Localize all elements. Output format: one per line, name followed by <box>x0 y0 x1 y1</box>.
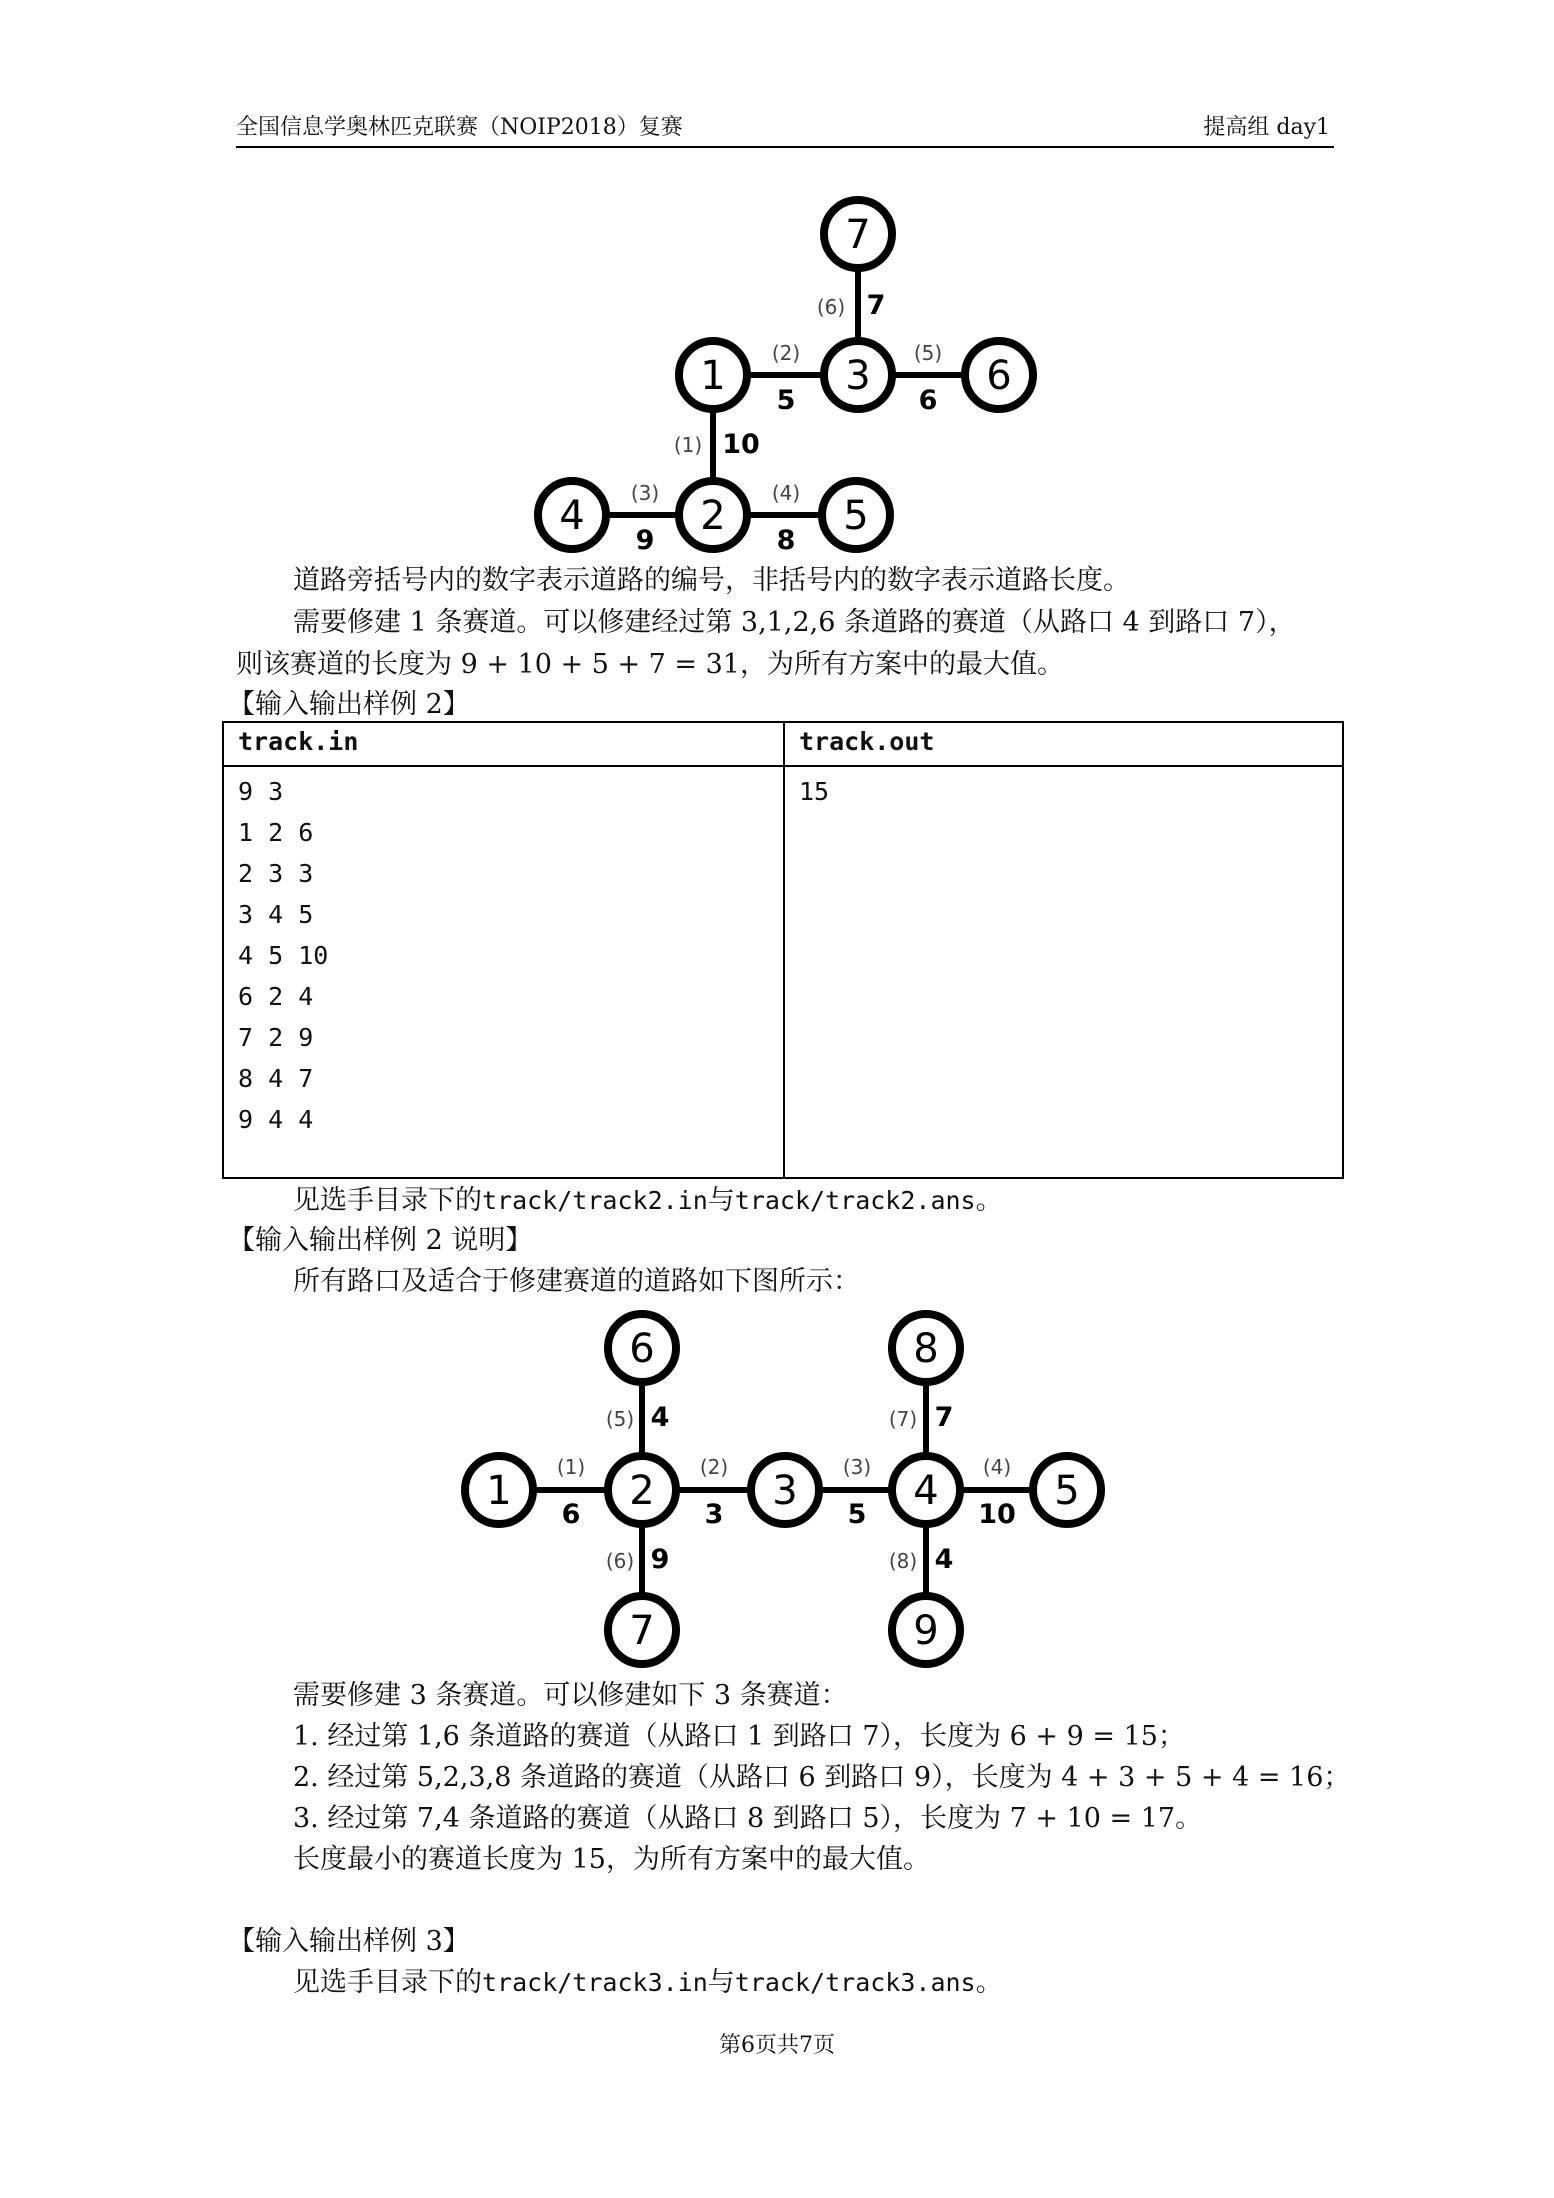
paragraph: 道路旁括号内的数字表示道路的编号，非括号内的数字表示道路长度。 <box>293 565 1130 596</box>
paragraph: 需要修建 3 条赛道。可以修建如下 3 条赛道： <box>293 1680 848 1711</box>
node-label: 4 <box>913 1468 939 1514</box>
list-item: 1. 经过第 1,6 条道路的赛道（从路口 1 到路口 7），长度为 6 + 9 = 15； <box>293 1721 1185 1752</box>
file-note: 见选手目录下的track/track3.in与track/track3.ans。 <box>293 1967 1003 1998</box>
input-cell <box>223 766 784 1178</box>
node-label: 2 <box>700 493 726 539</box>
io-table <box>222 721 1344 1179</box>
edge-id: (6) <box>816 295 846 319</box>
edge-length: 7 <box>866 290 886 321</box>
svg-text:(7): (7) <box>888 1407 918 1431</box>
svg-text:4: 4 <box>934 1544 954 1575</box>
node-label: 1 <box>700 353 726 399</box>
input-header: track.in <box>223 722 784 766</box>
input-line: 3 4 5 <box>238 900 314 929</box>
svg-text:5: 5 <box>847 1499 867 1530</box>
node-label: 7 <box>629 1608 655 1654</box>
node-label: 5 <box>843 493 869 539</box>
input-line: 7 2 9 <box>238 1023 314 1052</box>
svg-text:(3): (3) <box>842 1455 872 1479</box>
tree-diagram-1 <box>0 0 1554 560</box>
node-label: 1 <box>486 1468 512 1514</box>
list-item: 2. 经过第 5,2,3,8 条道路的赛道（从路口 6 到路口 9），长度为 4 + 3 + 5 + 4 = 16； <box>293 1762 1351 1793</box>
input-line: 9 4 4 <box>238 1105 314 1134</box>
output-line: 15 <box>799 777 830 806</box>
section-title: 【输入输出样例 3】 <box>228 1926 470 1957</box>
input-line: 2 3 3 <box>238 859 314 888</box>
paragraph: 则该赛道的长度为 9 + 10 + 5 + 7 = 31，为所有方案中的最大值。 <box>236 649 1064 680</box>
edge-id: (3) <box>630 481 660 505</box>
svg-text:7: 7 <box>934 1402 954 1433</box>
input-line: 4 5 10 <box>238 941 329 970</box>
svg-text:(5): (5) <box>605 1407 635 1431</box>
node-label: 4 <box>559 493 585 539</box>
node-label: 2 <box>629 1468 655 1514</box>
node-label: 3 <box>772 1468 798 1514</box>
svg-text:4: 4 <box>650 1402 670 1433</box>
output-cell <box>784 766 1343 1178</box>
input-line: 6 2 4 <box>238 982 314 1011</box>
header-group: 提高组 day1 <box>1203 115 1330 140</box>
node-label: 5 <box>1054 1468 1080 1514</box>
node-label: 6 <box>986 353 1012 399</box>
edge-length: 9 <box>635 525 655 556</box>
node-label: 9 <box>913 1608 939 1654</box>
svg-text:3: 3 <box>704 1499 724 1530</box>
header-title: 全国信息学奥林匹克联赛（NOIP2018）复赛 <box>236 115 683 140</box>
input-line: 1 2 6 <box>238 818 314 847</box>
svg-text:10: 10 <box>978 1499 1016 1530</box>
edge-length: 5 <box>776 385 796 416</box>
svg-text:(4): (4) <box>982 1455 1012 1479</box>
paragraph: 需要修建 1 条赛道。可以修建经过第 3,1,2,6 条道路的赛道（从路口 4 到路口 7）， <box>293 607 1296 638</box>
input-line: 9 3 <box>238 777 284 806</box>
svg-text:(2): (2) <box>699 1455 729 1479</box>
edge-id: (5) <box>913 341 943 365</box>
node-label: 6 <box>629 1326 655 1372</box>
node-label: 8 <box>913 1326 939 1372</box>
page-number: 第6页共7页 <box>719 2033 835 2058</box>
node-label: 7 <box>845 212 871 258</box>
edge-length: 8 <box>776 525 796 556</box>
section-title: 【输入输出样例 2】 <box>228 689 470 720</box>
tree-diagram-2 <box>0 1300 1554 1680</box>
edge-id: (1) <box>673 433 703 457</box>
paragraph: 长度最小的赛道长度为 15，为所有方案中的最大值。 <box>293 1844 930 1875</box>
edge-length: 10 <box>722 429 760 460</box>
paragraph: 所有路口及适合于修建赛道的道路如下图所示： <box>293 1266 860 1297</box>
svg-text:6: 6 <box>561 1499 581 1530</box>
svg-text:9: 9 <box>650 1544 670 1575</box>
edge-length: 6 <box>918 385 938 416</box>
node-label: 3 <box>845 353 871 399</box>
input-line: 8 4 7 <box>238 1064 314 1093</box>
section-title: 【输入输出样例 2 说明】 <box>228 1225 533 1256</box>
svg-text:(6): (6) <box>605 1549 635 1573</box>
list-item: 3. 经过第 7,4 条道路的赛道（从路口 8 到路口 5），长度为 7 + 10 = 17。 <box>293 1803 1203 1834</box>
svg-text:(8): (8) <box>888 1549 918 1573</box>
svg-text:(1): (1) <box>556 1455 586 1479</box>
output-header: track.out <box>784 722 1343 766</box>
edge-id: (4) <box>771 481 801 505</box>
file-note: 见选手目录下的track/track2.in与track/track2.ans。 <box>293 1185 1003 1216</box>
edge-id: (2) <box>771 341 801 365</box>
